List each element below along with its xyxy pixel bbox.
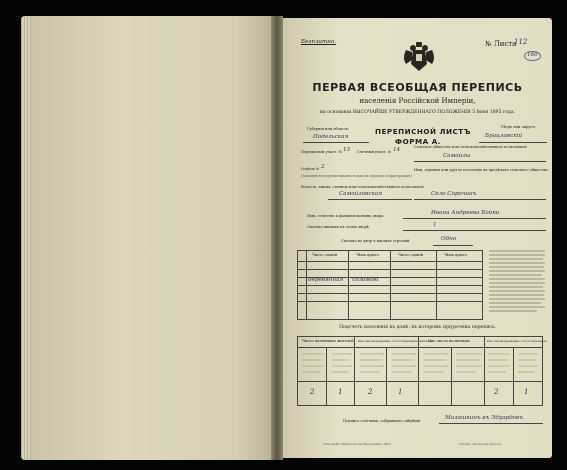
guberniya-label: Губернія или область:	[307, 127, 350, 131]
residents-heading: Подсчетъ населенія въ домѣ, въ которомъ пріурочена перепись.	[339, 325, 496, 330]
owner-label: Имя, отчество и фамилія хозяина двора	[307, 214, 384, 218]
guberniya-value: Подольская	[313, 134, 349, 140]
form-letter: ФОРМА А.	[395, 137, 442, 146]
dwellings-value: 1	[433, 222, 437, 228]
building-material: деревянная	[308, 277, 344, 283]
printer-note: Типографія Министерства Внутреннихъ Дѣлъ	[323, 442, 392, 446]
district-value: 2	[321, 164, 325, 170]
residents-table	[297, 336, 548, 406]
resident-count: 2	[310, 388, 315, 396]
building-col-2: Чѣмъ крыто	[356, 253, 379, 257]
district-label: Отдѣлъ №	[301, 167, 320, 171]
estate-label: Имя, деревня или другое поселеніе въ предѣлахъ сельскаго общества	[414, 168, 548, 172]
counting-area-label: Счетный участ. №	[357, 150, 392, 154]
instructions-block	[487, 248, 547, 318]
left-page	[21, 16, 274, 460]
residents-col-4: Изъ числа временно отсутствующихъ	[487, 339, 548, 343]
village-value: Самойлы	[443, 153, 471, 159]
signature-label: Подпись счетчика, собравшаго свѣдѣнія	[343, 419, 421, 423]
dwellings-label: Сколько жилыхъ въ этомъ дворѣ	[307, 225, 369, 229]
owner-value: Ивана Андреева Бойко	[431, 210, 500, 216]
double-headed-eagle-icon	[402, 40, 436, 74]
village-label: Сельское общество или сельскохозяйственное пользованіе	[414, 145, 527, 149]
census-area-label: Переписной участ. №	[301, 150, 342, 154]
uezd-label: Уѣздъ или округъ:	[501, 125, 536, 129]
building-col-3: Число зданій	[398, 253, 424, 257]
resident-count: 1	[524, 388, 529, 396]
main-title: ПЕРВАЯ ВСЕОБЩАЯ ПЕРЕПИСЬ	[312, 81, 523, 94]
book-spine	[271, 16, 283, 460]
volost-value: Самойловская	[339, 191, 382, 197]
resident-count: 2	[494, 388, 499, 396]
page-stack-edge	[21, 16, 31, 460]
census-area-value: 13	[343, 147, 351, 153]
census-book	[21, 16, 552, 460]
subtitle: населенія Россійской Имперіи,	[359, 97, 476, 105]
resident-count: 1	[398, 388, 403, 396]
city-note: (Заполняется переписчикомъ только въ городахъ и пригородахъ)	[301, 174, 412, 178]
residents-col-1: Число наличныхъ жителей	[302, 339, 354, 343]
stories-value: Одно	[441, 236, 457, 242]
estate-value: Село Сорочинъ	[431, 191, 477, 197]
residents-col-3: Изъ числа наличныхъ	[428, 339, 471, 343]
footer-note: Смотри, образец на обороте.	[459, 442, 502, 446]
resident-count: 2	[368, 388, 373, 396]
building-table	[297, 250, 483, 320]
census-form-page	[283, 18, 552, 458]
form-name: ПЕРЕПИСНОЙ ЛИСТЪ	[375, 127, 471, 136]
free-label: Безплатно.	[301, 39, 337, 45]
stories-label: Сколько во двор-ъ жилыхъ строеній	[341, 239, 410, 243]
building-col-4: Чѣмъ крыто	[444, 253, 467, 257]
residents-fine-print	[300, 351, 540, 379]
volost-label: Волость, гмина, станица или сельскохозяйственное пользованіе	[301, 185, 424, 189]
uezd-value: Брацлавскій	[485, 133, 522, 139]
legal-basis: на основаніи ВЫСОЧАЙШЕ УТВЕРЖДЕННАГО ПОЛОЖЕНІЯ 5 Іюня 1895 года.	[319, 110, 516, 115]
building-col-1: Число зданій	[312, 253, 338, 257]
counting-area-value: 14	[393, 147, 401, 153]
residents-col-2: Изъ числа временно отсутствующихъ жителей	[358, 339, 433, 343]
sheet-stamp: 160	[524, 51, 541, 61]
building-roof: соломою	[352, 277, 379, 283]
signature-value: Малашкинъ въ Эдуардовъ	[445, 415, 524, 421]
resident-count: 1	[338, 388, 343, 396]
sheet-number-value: 112	[514, 38, 528, 46]
sheet-number-label: № Листа	[485, 40, 517, 48]
